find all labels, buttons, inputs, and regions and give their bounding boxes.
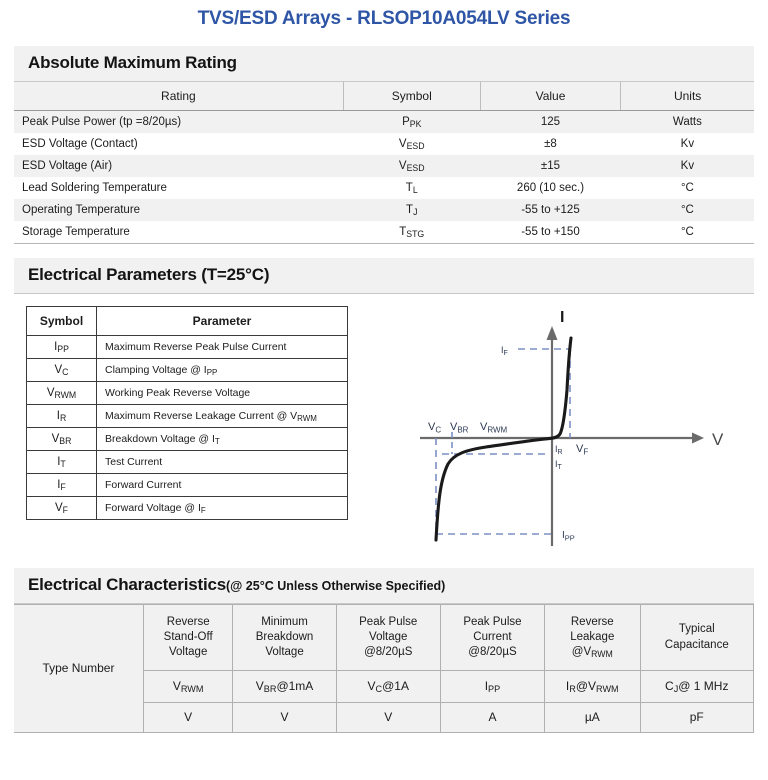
table-row — [14, 221, 754, 244]
table-row — [27, 451, 348, 474]
cell-units: Watts — [621, 111, 754, 134]
cell-symbol: $I_R$ — [27, 405, 97, 428]
amr-table-body — [14, 111, 754, 244]
cell-rating: Peak Pulse Power (tp =8/20µs) — [14, 111, 343, 134]
table-row — [14, 111, 754, 134]
cell-unit-vbr: V — [233, 703, 336, 733]
electrical-characteristics-table — [14, 604, 754, 733]
column-header-typical-capacitance: Typical Capacitance — [640, 605, 753, 671]
cell-symbol: $V_{ESD}$ — [343, 155, 480, 177]
cell-symbol-ir: $I_R@V_{RWM}$ — [545, 671, 640, 703]
spacer — [0, 30, 768, 46]
table-row — [27, 359, 348, 382]
label-if: $I_F$ — [501, 345, 508, 357]
cell-unit-cj: pF — [640, 703, 753, 733]
label-current-axis: I — [560, 309, 565, 326]
cell-symbol: $I_T$ — [27, 451, 97, 474]
absolute-maximum-rating-table-wrap — [14, 82, 754, 244]
column-header-symbol: Symbol — [27, 307, 97, 336]
cell-symbol-cj: $C_J@$ 1 MHz — [640, 671, 753, 703]
column-header-value: Value — [480, 82, 621, 111]
label-vrwm: $V_{RWM}$ — [480, 421, 508, 435]
cell-symbol: $V_{RWM}$ — [27, 382, 97, 405]
cell-symbol: $P_{PK}$ — [343, 111, 480, 134]
cell-symbol: $V_C$ — [27, 359, 97, 382]
table-row — [14, 155, 754, 177]
column-header-parameter: Parameter — [97, 307, 348, 336]
label-voltage-axis: V — [712, 430, 724, 449]
cell-value: -55 to +125 — [480, 199, 621, 221]
electrical-parameters-table — [26, 306, 348, 520]
absolute-maximum-rating-table — [14, 82, 754, 244]
cell-units: °C — [621, 199, 754, 221]
table-row-headers — [14, 605, 754, 671]
cell-value: 125 — [480, 111, 621, 134]
table-row — [27, 474, 348, 497]
cell-symbol-ipp: $I_{PP}$ — [440, 671, 544, 703]
cell-unit-ir: µA — [545, 703, 640, 733]
label-vf: $V_F$ — [576, 443, 589, 457]
section-header-electrical-characteristics — [14, 568, 754, 604]
cell-symbol: $T_L$ — [343, 177, 480, 199]
cell-symbol: $V_F$ — [27, 497, 97, 520]
label-vbr: $V_{BR}$ — [450, 421, 469, 435]
label-ipp: $I_{PP}$ — [562, 530, 575, 543]
cell-unit-vc: V — [336, 703, 440, 733]
cell-symbol: $V_{BR}$ — [27, 428, 97, 451]
cell-symbol: $T_{STG}$ — [343, 221, 480, 244]
page-title: TVS/ESD Arrays - RLSOP10A054LV Series — [197, 8, 571, 29]
iv-characteristic-diagram — [400, 304, 730, 565]
cell-units: °C — [621, 177, 754, 199]
cell-symbol: $T_J$ — [343, 199, 480, 221]
cell-symbol: $V_{ESD}$ — [343, 133, 480, 155]
column-header-units: Units — [621, 82, 754, 111]
label-ir: $I_R$ — [555, 444, 563, 456]
cell-units: °C — [621, 221, 754, 244]
cell-rating: Operating Temperature — [14, 199, 343, 221]
table-row — [27, 497, 348, 520]
column-header-reverse-leakage: Reverse Leakage $@V_{RWM}$ — [545, 605, 640, 671]
table-row — [27, 428, 348, 451]
cell-symbol-vrwm: $V_{RWM}$ — [143, 671, 233, 703]
section-title-ec: Electrical Characteristics — [28, 575, 226, 594]
table-row — [27, 336, 348, 359]
cell-parameter: Test Current — [97, 451, 348, 474]
table-row — [27, 405, 348, 428]
cell-parameter: Breakdown Voltage @ $I_T$ — [97, 428, 348, 451]
cell-rating: Storage Temperature — [14, 221, 343, 244]
cell-units: Kv — [621, 133, 754, 155]
ec-table-body — [14, 605, 754, 733]
cell-units: Kv — [621, 155, 754, 177]
table-row — [14, 133, 754, 155]
column-header-minimum-breakdown-voltage: Minimum Breakdown Voltage — [233, 605, 336, 671]
cell-parameter: Forward Current — [97, 474, 348, 497]
label-it: $I_T$ — [555, 459, 562, 471]
cell-parameter: Maximum Reverse Leakage Current @ $V_{RWM}$ — [97, 405, 348, 428]
table-row — [14, 199, 754, 221]
label-vc: $V_C$ — [428, 421, 442, 435]
cell-symbol-vbr: $V_{BR}@1mA$ — [233, 671, 336, 703]
section-header-electrical-parameters — [14, 258, 754, 294]
cell-value: ±8 — [480, 133, 621, 155]
table-header-row — [27, 307, 348, 336]
cell-unit-ipp: A — [440, 703, 544, 733]
ep-table-body — [27, 336, 348, 520]
cell-rating: ESD Voltage (Air) — [14, 155, 343, 177]
cell-symbol: $I_F$ — [27, 474, 97, 497]
current-axis-arrow — [547, 326, 558, 340]
section-subtitle-ec: (@ 25°C Unless Otherwise Specified) — [225, 579, 446, 593]
table-header-row — [14, 82, 754, 111]
table-row — [27, 382, 348, 405]
section-title-amr: Absolute Maximum Rating — [28, 53, 237, 72]
electrical-parameters-area — [0, 296, 768, 568]
column-header-reverse-standoff-voltage: Reverse Stand-Off Voltage — [143, 605, 233, 671]
cell-value: 260 (10 sec.) — [480, 177, 621, 199]
cell-unit-vrwm: V — [143, 703, 233, 733]
cell-symbol-vc: $V_C@1A$ — [336, 671, 440, 703]
cell-rating: Lead Soldering Temperature — [14, 177, 343, 199]
iv-curve-svg — [400, 304, 730, 560]
cell-value: -55 to +150 — [480, 221, 621, 244]
cell-parameter: Working Peak Reverse Voltage — [97, 382, 348, 405]
section-header-absolute-maximum-rating — [14, 46, 754, 82]
voltage-axis-arrow — [692, 433, 704, 444]
cell-parameter: Clamping Voltage @ $I_{PP}$ — [97, 359, 348, 382]
column-header-symbol: Symbol — [343, 82, 480, 111]
cell-value: ±15 — [480, 155, 621, 177]
column-header-rating: Rating — [14, 82, 343, 111]
table-row — [14, 177, 754, 199]
cell-parameter: Forward Voltage @ $I_F$ — [97, 497, 348, 520]
cell-rating: ESD Voltage (Contact) — [14, 133, 343, 155]
electrical-characteristics-table-wrap — [14, 604, 754, 733]
cell-type-number: Type Number — [14, 605, 143, 733]
column-header-peak-pulse-voltage: Peak Pulse Voltage @8/20µS — [336, 605, 440, 671]
cell-parameter: Maximum Reverse Peak Pulse Current — [97, 336, 348, 359]
cell-symbol: $I_{PP}$ — [27, 336, 97, 359]
column-header-peak-pulse-current: Peak Pulse Current @8/20µS — [440, 605, 544, 671]
spacer — [0, 244, 768, 258]
section-title-ep: Electrical Parameters (T=25°C) — [28, 265, 270, 284]
